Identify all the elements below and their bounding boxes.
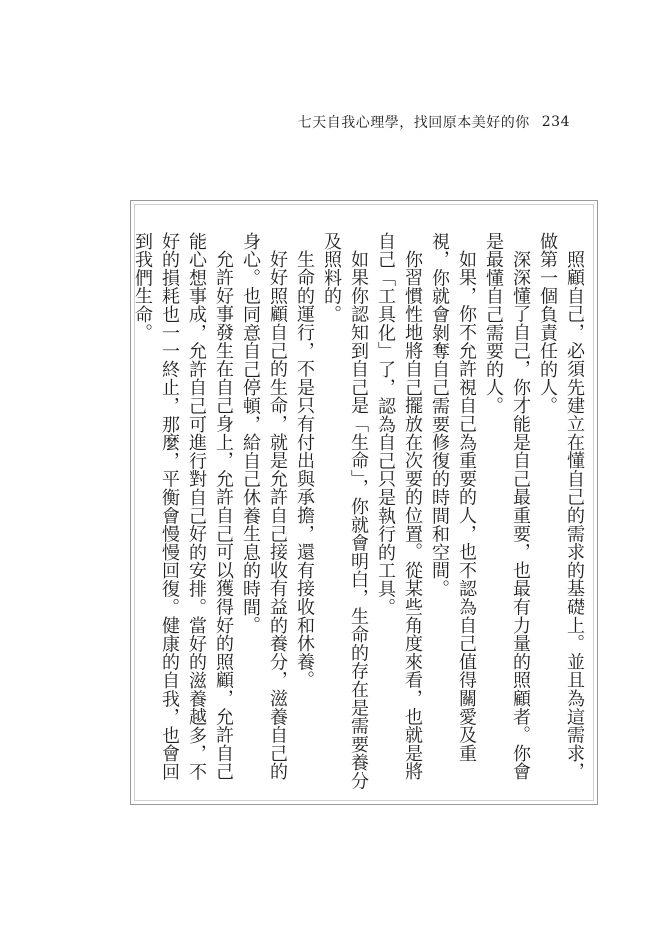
paragraph: 好好照顧自己的生命，就是允許自己接收有益的養分，滋養自己的身心。也同意自己停頓，給自己休養生息的時間。	[240, 232, 288, 781]
book-title: 七天自我心理學，找回原本美好的你	[297, 115, 530, 131]
paragraph: 深深懂了自己，你才能是自己最重要，也最有力量的照顧者。你會是最懂自己需要的人。	[483, 232, 531, 781]
body-text	[129, 232, 588, 792]
paragraph: 照顧自己，必須先建立在懂自己的需求的基礎上。並且為這需求，做第一個負責任的人。	[537, 232, 585, 781]
paragraph: 如果你認知到自己是「生命」，你就會明白，生命的存在是需要養分及照料的。	[321, 232, 369, 790]
paragraph: 生命的運行，不是只有付出與承擔，還有接收和休養。	[294, 250, 315, 690]
page-number: 234	[541, 114, 570, 130]
paragraph: 如果，你不允許視自己為重要的人，也不認為自己值得關愛及重視，你就會剝奪自己需要修復的時間和空間。	[429, 232, 477, 763]
paragraph: 你習慣性地將自己擺放在次要的位置。從某些角度來看，也就是將自己「工具化」了，認為自己只是執行的工具。	[375, 232, 423, 781]
paragraph: 允許好事發生在自己身上，允許自己可以獲得好的照顧，允許自己能心想事成，允許自己可進行對自己好的安排。當好的滋養越多，不好的損耗也一一終止，那麼，平衡會慢慢回復。健康的自我，也會回到我們生命。	[132, 232, 234, 781]
running-header	[297, 112, 570, 132]
